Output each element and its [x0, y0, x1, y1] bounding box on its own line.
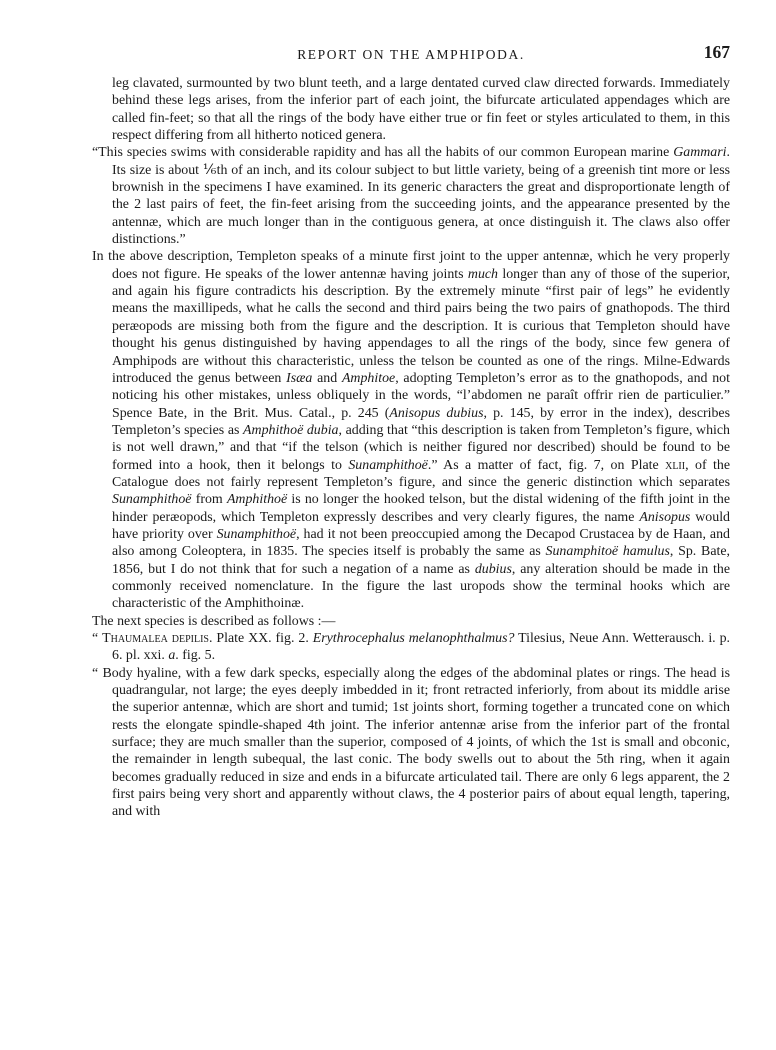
text-run: , adding that “this description is taken from Templeton’s figure, which is not well drawn,” and that “if the telson (which is neither figured nor described) should be found to be formed into a hook, then it belongs to: [112, 422, 730, 473]
text-run: and: [312, 370, 342, 386]
body-text: [92, 75, 730, 821]
text-run: “This species swims with considerable rapidity and has all the habits of our common European marine: [92, 145, 674, 161]
text-run: leg clavated, surmounted by two blunt teeth, and a large dentated curved claw directed forwards. Immediately behind these legs arises, from the inferior part of each joint, the bifurcate articulated appendages which are called fin-feet; so that all the rings of the body have either true or fin feet or styles articulated to them, in this respect differing from all hitherto noticed genera.: [112, 76, 730, 144]
italic-text: Sunamphithoë: [216, 526, 297, 542]
text-run: Tilesius, Neue Ann. Wetterausch. i. p. 6. pl. xxi.: [112, 631, 731, 664]
text-run: . fig. 5.: [175, 648, 216, 664]
text-run: . Plate XX. fig. 2.: [208, 631, 313, 646]
page-header: [92, 44, 730, 66]
text-run: , Sp. Bate, 1856, but I do not think that for such a negation of a name as: [112, 544, 730, 577]
italic-text: Amphithoë: [226, 492, 288, 508]
italic-text: Anisopus: [639, 509, 691, 525]
paragraph: [92, 144, 730, 248]
text-run: “ Body hyaline, with a few dark specks, especially along the edges of the abdominal plates or rings. The head is quadrangular, not large; the eyes deeply imbedded in it; front retracted inferiorly, from about its middle arise the superior antennæ, which are short and tumid; 1st joints short, forming together a truncated cone on which rests the elongate spindle-shaped 4th joint. The inferior antennæ arise from the inferior part of the frontal surface; they are much smaller than the superior, composed of 4 joints, of which the 1st is small and obconic, the remainder in length subequal, the last conic. The body swells out to about the 5th ring, when it again becomes gradually reduced in size and ends in a bifurcate articulated tail. There are only 6 legs apparent, the 2 first pairs being very short and apparently without claws, the 4 posterior pairs of about equal length, tapering, and with: [92, 665, 730, 820]
text-run: The next species is described as follows :—: [92, 613, 336, 629]
paragraph: [92, 248, 730, 612]
italic-text: Sunamphithoë: [112, 492, 192, 508]
text-run: from: [191, 492, 227, 508]
text-run: would have priority over: [112, 509, 731, 542]
italic-text: Gammari: [673, 145, 727, 161]
italic-text: dubius: [474, 561, 512, 577]
paragraph: [92, 665, 730, 821]
text-run: , any alteration should be made in the commonly received nomenclature. In the figure the last uropods show the terminal hooks which are characteristic of the Amphithoinæ.: [112, 561, 730, 612]
small-caps-text: xlii: [665, 457, 686, 473]
italic-text: Anisopus dubius: [389, 405, 484, 421]
text-run: , had it not been preoccupied among the Decapod Crustacea by de Haan, and also among Coleoptera, in 1835. The species itself is probably the same as: [112, 526, 730, 560]
page-number: 167: [703, 42, 730, 62]
text-run: . Its size is about ⅙th of an inch, and its colour subject to but little variety, being of a greenish tint more or less brownish in the specimens I have examined. In its generic characters the great and disproportionate length of the 2 last pairs of feet, the fin-feet arising from the succeeding joints, and the appearance presented by the antennæ, which are much longer than in the contiguous genera, at once distinguish it. The claws also offer distinctions.”: [112, 145, 730, 248]
text-run: , p. 145, by error in the index), describes Templeton’s species as: [112, 405, 730, 438]
italic-text: Erythrocephalus melanophthalmus?: [312, 631, 515, 646]
paragraph: [92, 630, 730, 665]
small-caps-text: Thaumalea depilis: [102, 631, 209, 646]
italic-text: Amphitoe: [341, 370, 396, 386]
running-title: REPORT ON THE AMPHIPODA.: [297, 47, 525, 62]
paragraph: [92, 75, 730, 144]
italic-text: a: [168, 648, 176, 664]
text-run: longer than any of those of the superior, and again his figure contradicts his description. By the extremely minute “first pair of legs” he evidently means the maxillipeds, what he calls the second and third pairs being the two pairs of gnathopods. The third peræopods are missing both from the figure and the description. It is curious that Templeton should have thought his genus distinguished by having appendages to all the rings of the body, since few genera of Amphipods are without this characteristic, unless the telson be counted as one of the rings. Milne-Edwards introduced the genus between: [112, 266, 731, 386]
italic-text: Isæa: [286, 370, 313, 386]
text-run: , of the Catalogue does not fairly represent Templeton’s figure, and since the generic distinction which separates: [112, 457, 730, 490]
text-run: , adopting Templeton’s error as to the gnathopods, and not noticing his other mistakes, unless obliquely in the words, “l’abdomen ne paraît offrir rien de particulier.” Spence Bate, in the Brit. Mus. Catal., p. 245 (: [112, 370, 730, 421]
text-run: “: [92, 631, 103, 646]
paragraph: [92, 613, 730, 630]
italic-text: much: [467, 266, 498, 282]
text-run: .” As a matter of fact, fig. 7, on Plate: [427, 457, 666, 473]
text-run: is no longer the hooked telson, but the distal widening of the fifth joint in the hinder peræopods, which Templeton expressly describes and very clearly figures, the name: [112, 492, 730, 525]
italic-text: Sunamphitoë hamulus: [545, 544, 670, 560]
italic-text: Amphithoë dubia: [243, 422, 339, 438]
text-run: In the above description, Templeton speaks of a minute first joint to the upper antennæ, which he very properly does not figure. He speaks of the lower antennæ having joints: [92, 249, 730, 282]
italic-text: Sunamphithoë: [348, 457, 428, 473]
